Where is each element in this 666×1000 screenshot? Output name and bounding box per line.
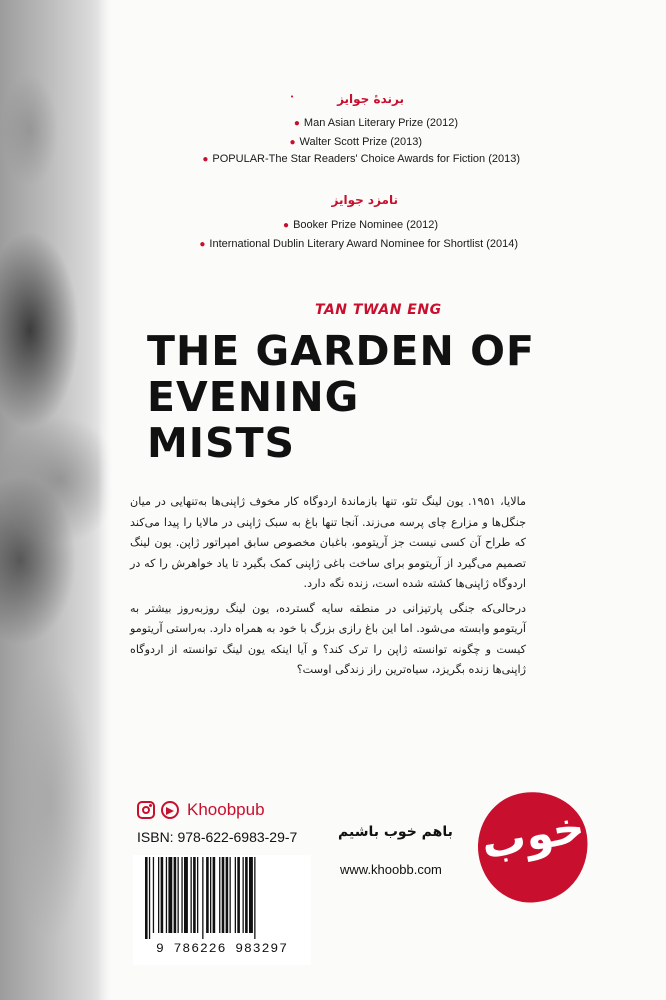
bullet-icon: ● [289, 137, 296, 148]
barcode-bar [168, 857, 172, 933]
award-item: ● POPULAR-The Star Readers' Choice Awards for Fiction (2013) [202, 153, 520, 165]
barcode-bar [153, 857, 154, 933]
barcode-bar [166, 857, 167, 933]
barcode-bar [243, 857, 244, 933]
barcode-bar [222, 857, 225, 933]
barcode-bar [210, 857, 211, 933]
barcode-bar [235, 857, 236, 933]
barcode-bar [230, 857, 231, 933]
title-line: EVENING [147, 373, 360, 421]
award-item: ● Walter Scott Prize (2013) [289, 136, 422, 148]
barcode-number: 9 786226 983297 [155, 941, 289, 956]
telegram-icon[interactable] [161, 801, 179, 819]
bullet-icon: ● [202, 154, 209, 165]
book-title [147, 327, 536, 467]
publisher-logo [478, 792, 588, 902]
publisher-website[interactable]: www.khoobb.com [340, 862, 442, 877]
barcode-bar [181, 857, 182, 933]
author-name: TAN TWAN ENG [315, 302, 442, 318]
award-item: ● International Dublin Literary Award Nominee for Shortlist (2014) [199, 238, 518, 250]
barcode-bar [197, 857, 198, 933]
blurb-paragraph: مالایا، ۱۹۵۱. یون لینگ تئو، تنها بازماندهٔ اردوگاه کار مخوف ژاپنی‌ها به‌تنهایی در میان جنگل‌ها و مزارع چای پرسه می‌زند. آنجا تنها باغ به سبک ژاپنی در مالایا را پیدا می‌کند که طراح آن کسی نیست جز آریتومو، باغبان مخصوص سابق امپراتور ژاپن. یون لینگ تصمیم می‌گیرد از آریتومو برای ساخت باغی ژاپنی کمک بگیرد تا یاد خواهرش را که در اردوگاه ژاپنی‌ها کشته شده است، زنده نگه دارد. [130, 495, 526, 590]
barcode-bar [254, 857, 255, 939]
barcode-bar [226, 857, 229, 933]
award-item: ● Booker Prize Nominee (2012) [283, 219, 438, 231]
barcode-bar [237, 857, 240, 933]
barcode-bar [191, 857, 192, 933]
barcode-bar [184, 857, 188, 933]
award-item: ● Man Asian Literary Prize (2012) [293, 117, 458, 129]
social-handle: Khoobpub [187, 800, 265, 819]
barcode-bar [178, 857, 179, 933]
barcode [133, 855, 311, 965]
barcode-bar [149, 857, 150, 939]
instagram-icon[interactable] [137, 801, 155, 819]
barcode-bar [145, 857, 148, 939]
nominee-awards-title: نامزد جوایز [331, 193, 398, 207]
title-dot: • [290, 93, 295, 101]
barcode-bar [245, 857, 248, 933]
barcode-bar [174, 857, 177, 933]
isbn-number: ISBN: 978-622-6983-29-7 [137, 829, 298, 845]
barcode-bar [206, 857, 209, 933]
title-line: MISTS [147, 419, 296, 467]
social-handle-row [137, 800, 265, 820]
barcode-bar [158, 857, 159, 933]
misty-landscape-image [0, 0, 112, 1000]
bullet-icon: ● [199, 239, 206, 250]
logo-text: خوب [477, 801, 589, 870]
publisher-slogan: باهم خوب باشیم [338, 824, 453, 840]
blurb-paragraph: درحالی‌که جنگی پارتیزانی در منطقه سایه گسترده، یون لینگ روزبه‌روز بیشتر به آریتومو وابسته می‌شود. اما این باغ رازی بزرگ با خود به همراه دارد. به‌راستی آریتومو کیست و چگونه توانسته ژاپن را ترک کند؟ و آیا اینکه یون لینگ توانسته از اردوگاه ژاپنی‌ها زنده بگریزد، سیاه‌ترین راز زندگی اوست؟ [130, 601, 526, 676]
barcode-bars [145, 857, 299, 939]
barcode-bar [161, 857, 164, 933]
winner-awards-title: برندهٔ جوایز [337, 92, 404, 106]
title-line: THE GARDEN OF [147, 327, 536, 375]
book-blurb [130, 492, 526, 685]
bullet-icon: ● [283, 220, 290, 231]
barcode-bar [193, 857, 196, 933]
barcode-bar [219, 857, 220, 933]
barcode-bar [213, 857, 216, 933]
bullet-icon: ● [293, 118, 300, 129]
barcode-bar [249, 857, 253, 933]
barcode-bar [202, 857, 203, 939]
